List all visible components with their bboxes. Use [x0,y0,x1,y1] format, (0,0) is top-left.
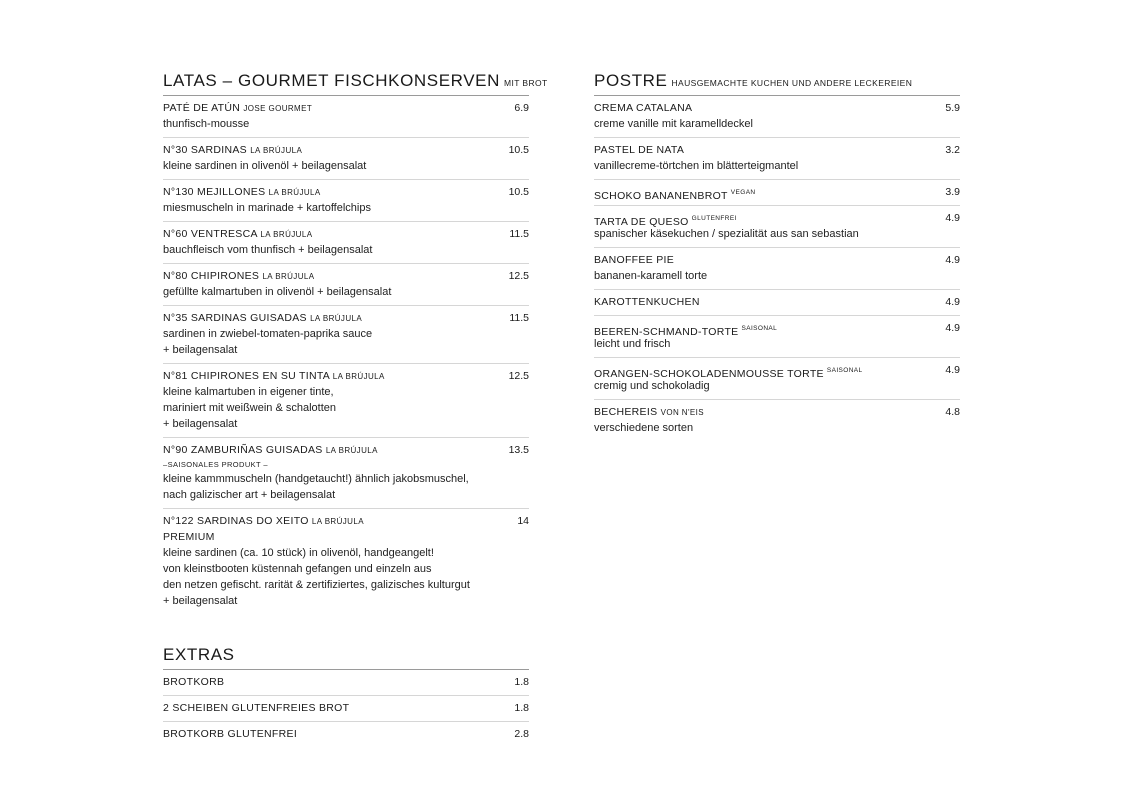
menu-item-description: nach galizischer art + beilagensalat [163,489,336,501]
menu-item-name: N°81 CHIPIRONES EN SU TINTA [163,370,330,382]
menu-item-name: ORANGEN-SCHOKOLADENMOUSSE TORTE [594,368,824,380]
menu-item [594,96,960,138]
menu-item [594,400,960,441]
menu-item [163,364,529,438]
section-title-extras [163,644,529,666]
menu-item-brand: LA BRÚJULA [332,372,385,381]
menu-item-title [163,185,321,200]
menu-item-tag: VEGAN [730,189,756,196]
menu-item-header [594,143,960,158]
postre-section [594,70,960,441]
menu-item-name: 2 SCHEIBEN GLUTENFREIES BROT [163,702,350,714]
menu-item-title [163,227,312,242]
menu-item-price: 5.9 [945,102,960,114]
latas-section [163,70,548,614]
menu-item-brand: LA BRÚJULA [311,517,364,526]
menu-item-price: 4.9 [945,296,960,308]
menu-item-header [163,514,529,529]
menu-item [163,438,529,509]
menu-item-title [594,101,692,116]
menu-item-price: 12.5 [508,270,529,282]
menu-item-name: N°30 SARDINAS [163,144,247,156]
menu-item-name: BEEREN-SCHMAND-TORTE [594,326,739,338]
menu-item-title [163,701,349,716]
menu-item [163,509,529,614]
left-column [163,70,548,747]
menu-item-price: 4.9 [945,364,960,376]
menu-item-description: miesmuscheln in marinade + kartoffelchips [163,202,371,214]
menu-item [594,248,960,290]
menu-item-name: BANOFFEE PIE [594,254,675,266]
menu-item-brand: LA BRÚJULA [268,188,321,197]
menu-item-description: kleine sardinen (ca. 10 stück) in olivenöl, handgeangelt! [163,547,434,559]
section-title-latas [163,70,548,92]
menu-item-title [163,369,385,384]
menu-item-description: + beilagensalat [163,418,238,430]
menu-item-title [163,514,364,529]
postre-item-list [594,96,960,441]
menu-item-description: bananen-karamell torte [594,270,708,282]
menu-item [163,306,529,364]
menu-item-brand: LA BRÚJULA [250,146,303,155]
menu-item-header [594,405,960,420]
right-column [594,70,960,441]
menu-item-description: + beilagensalat [163,595,238,607]
menu-item-header [163,727,529,742]
menu-item-header [163,227,529,242]
menu-item-title [163,727,297,742]
menu-item-name: BROTKORB [163,676,225,688]
menu-item-name: PATÉ DE ATÚN [163,102,241,114]
menu-item-price: 1.8 [514,702,529,714]
menu-item-description: gefüllte kalmartuben in olivenöl + beilagensalat [163,286,392,298]
menu-item-description: verschiedene sorten [594,422,694,434]
menu-item-title [163,311,362,326]
menu-item-title [163,443,378,458]
menu-item-header [163,269,529,284]
menu-item-price: 14 [517,515,529,527]
menu-item-name: BROTKORB GLUTENFREI [163,728,298,740]
menu-item [163,180,529,222]
menu-item [163,96,529,138]
menu-item-name: N°122 SARDINAS DO XEITO [163,515,309,527]
menu-item [163,264,529,306]
menu-item-price: 11.5 [509,312,529,324]
menu-item-header [594,363,960,378]
menu-item-description: leicht und frisch [594,338,671,350]
menu-item-price: 13.5 [508,444,529,456]
extras-item-list [163,670,529,747]
menu-item-description: von kleinstbooten küstennah gefangen und einzeln aus [163,563,432,575]
menu-item-description: vanillecreme-törtchen im blätterteigmantel [594,160,799,172]
menu-item-name: CREMA CATALANA [594,102,693,114]
menu-item [594,180,960,206]
menu-item-name: N°130 MEJILLONES [163,186,266,198]
menu-item-title [594,211,737,230]
extras-section [163,644,529,747]
menu-item [594,138,960,180]
menu-item-title [594,185,756,204]
menu-item-title [163,269,314,284]
menu-item [594,290,960,316]
menu-item-price: 3.2 [945,144,960,156]
menu-item-title [594,143,684,158]
menu-item-price: 10.5 [508,144,529,156]
menu-item [163,222,529,264]
section-title-text: EXTRAS [163,645,235,664]
menu-item-price: 12.5 [508,370,529,382]
menu-item-name: PASTEL DE NATA [594,144,685,156]
menu-item-price: 10.5 [508,186,529,198]
menu-item-header [163,701,529,716]
section-title-text: LATAS – GOURMET FISCHKONSERVEN [163,71,500,90]
menu-item [163,670,529,696]
menu-item-header [163,101,529,116]
menu-item-header [163,443,529,458]
menu-item-title [163,675,224,690]
menu-item-header [163,675,529,690]
menu-item-brand: LA BRÚJULA [325,446,378,455]
menu-item [163,696,529,722]
menu-item-header [594,211,960,226]
menu-item [163,138,529,180]
menu-item-brand: VON N'EIS [660,408,704,417]
menu-item-name: N°90 ZAMBURIÑAS GUISADAS [163,444,323,456]
menu-item-price: 4.9 [945,322,960,334]
menu-item-title [594,253,674,268]
menu-item-name: KAROTTENKUCHEN [594,296,700,308]
menu-item-name: N°60 VENTRESCA [163,228,258,240]
menu-item-description: creme vanille mit karamelldeckel [594,118,753,130]
menu-item [163,722,529,747]
section-subtitle: MIT BROT [503,78,548,88]
section-subtitle: HAUSGEMACHTE KUCHEN UND ANDERE LECKEREIEN [671,78,913,88]
menu-item-name: SCHOKO BANANENBROT [594,190,728,202]
menu-item-header [594,295,960,310]
menu-item-description: sardinen in zwiebel-tomaten-paprika sauce [163,328,373,340]
menu-item-title [594,321,777,340]
menu-item-name: TARTA DE QUESO [594,216,689,228]
menu-item-header [163,185,529,200]
menu-item-brand: LA BRÚJULA [310,314,363,323]
menu-item-header [163,311,529,326]
menu-item-description: den netzen gefischt. rarität & zertifiziertes, galizisches kulturgut [163,579,470,591]
menu-item-description: mariniert mit weißwein & schalotten [163,402,337,414]
menu-item [594,206,960,248]
menu-item-price: 3.9 [945,186,960,198]
menu-item-price: 2.8 [514,728,529,740]
menu-item-title [594,295,700,310]
menu-item-description: spanischer käsekuchen / spezialität aus san sebastian [594,228,859,240]
latas-item-list [163,96,529,614]
menu-item-description: kleine sardinen in olivenöl + beilagensalat [163,160,367,172]
menu-item-name: BECHEREIS [594,406,658,418]
menu-item-title [594,363,863,382]
menu-item-note: –SAISONALES PRODUKT – [163,460,268,469]
menu-item-header [594,185,960,200]
menu-item-price: 4.9 [945,254,960,266]
menu-item-price: 6.9 [514,102,529,114]
menu-item [594,358,960,400]
menu-item-tagline: PREMIUM [163,531,215,543]
menu-item-brand: LA BRÚJULA [260,230,313,239]
menu-item-title [594,405,704,420]
section-title-postre [594,70,960,92]
menu-item-brand: LA BRÚJULA [262,272,315,281]
menu-item-description: + beilagensalat [163,344,238,356]
menu-item-name: N°80 CHIPIRONES [163,270,260,282]
menu-item-price: 4.9 [945,212,960,224]
menu-item-header [594,101,960,116]
menu-item-description: kleine kammmuscheln (handgetaucht!) ähnlich jakobsmuschel, [163,473,469,485]
menu-item-header [163,143,529,158]
menu-item-name: N°35 SARDINAS GUISADAS [163,312,307,324]
menu-item-description: thunfisch-mousse [163,118,250,130]
menu-item-tag: GLUTENFREI [691,215,737,222]
menu-item-description: kleine kalmartuben in eigener tinte, [163,386,334,398]
menu-item-header [594,253,960,268]
section-title-text: POSTRE [594,71,668,90]
menu-item-title [163,101,312,116]
menu-item [594,316,960,358]
menu-item-price: 1.8 [514,676,529,688]
menu-item-description: bauchfleisch vom thunfisch + beilagensalat [163,244,373,256]
menu-item-title [163,143,302,158]
menu-item-header [163,369,529,384]
menu-item-price: 4.8 [945,406,960,418]
menu-item-brand: JOSE GOURMET [243,104,313,113]
menu-item-header [594,321,960,336]
menu-item-tag: SAISONAL [826,367,863,374]
menu-item-tag: SAISONAL [741,325,778,332]
menu-item-price: 11.5 [509,228,529,240]
menu-item-description: cremig und schokoladig [594,380,710,392]
